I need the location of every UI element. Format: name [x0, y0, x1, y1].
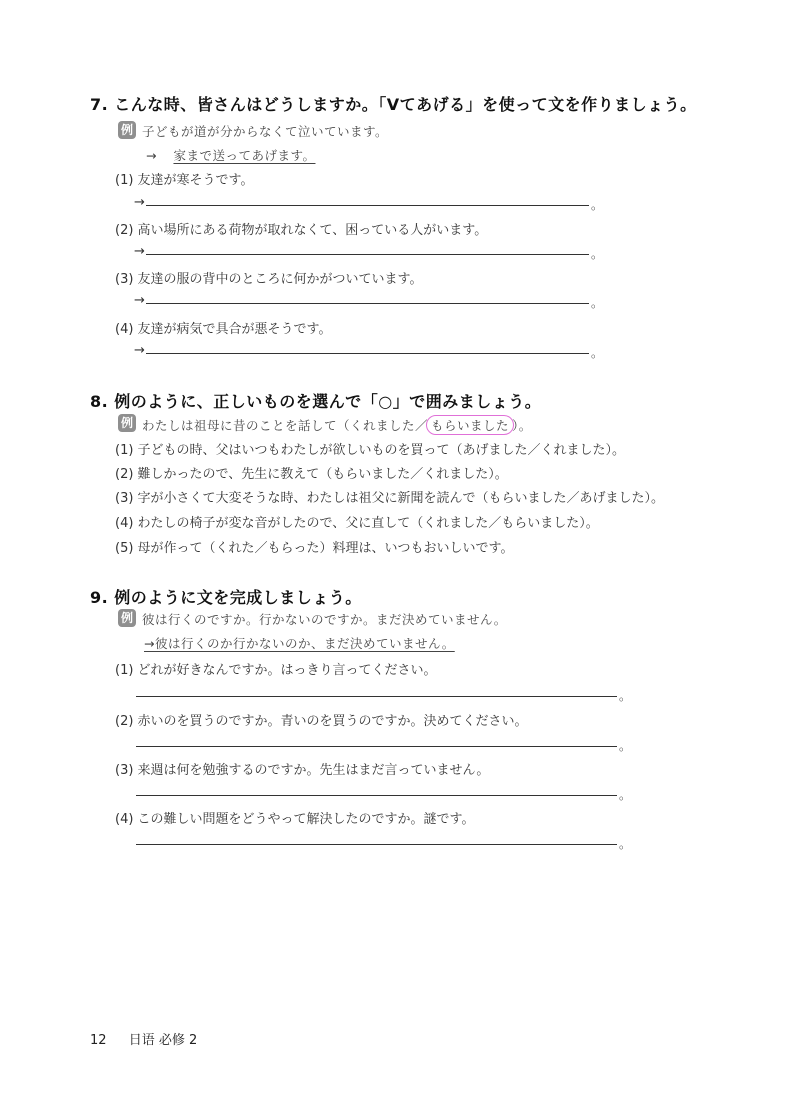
- q8-example-post: ）。: [512, 418, 532, 433]
- q9-example-text: 彼は行くのですか。行かないのですか。まだ決めていません。: [142, 612, 507, 627]
- q7-item-4: (4) 友達が病気で具合が悪そうです。: [115, 322, 332, 337]
- q8-item-5: (5) 母が作って（くれた／もらった）料理は、いつもおいしいです。: [115, 541, 514, 556]
- q9-item-1: (1) どれが好きなんですか。はっきり言ってください。: [115, 663, 437, 678]
- q7-arrow-2: →: [134, 244, 145, 259]
- q8-item-2: (2) 難しかったので、先生に教えて（もらいました／くれました）。: [115, 467, 508, 482]
- q8-example-row: [142, 415, 532, 435]
- q7-arrow-4: →: [134, 343, 145, 358]
- q7-arrow-3: →: [134, 293, 145, 308]
- q7-title: 7. こんな時、皆さんはどうしますか。「Vてあげる」を使って文を作りましょう。: [90, 95, 697, 114]
- q9-period-4: 。: [619, 837, 632, 851]
- q8-item-4: (4) わたしの椅子が変な音がしたので、父に直して（くれました／もらいました）。: [115, 516, 599, 531]
- q7-answer-line-3[interactable]: [146, 303, 589, 304]
- q7-example-arrow: →: [146, 148, 157, 163]
- q9-answer-line-3[interactable]: [136, 795, 617, 796]
- q8-example-badge: 例: [118, 414, 136, 432]
- q7-example-badge: 例: [118, 121, 136, 139]
- q9-title: 9. 例のように文を完成しましょう。: [90, 588, 362, 607]
- q9-period-1: 。: [619, 689, 632, 703]
- q9-period-2: 。: [619, 739, 632, 753]
- q9-item-4: (4) この難しい問題をどうやって解決したのですか。謎です。: [115, 812, 475, 827]
- q9-example-badge: 例: [118, 609, 136, 627]
- q8-item-3: (3) 字が小さくて大変そうな時、わたしは祖父に新聞を読んで（もらいました／あげました）。: [115, 491, 665, 506]
- q9-period-3: 。: [619, 788, 632, 802]
- q9-answer-line-2[interactable]: [136, 746, 617, 747]
- q8-item-1: (1) 子どもの時、父はいつもわたしが欲しいものを買って（あげました／くれました）。: [115, 443, 626, 458]
- q8-title: 8. 例のように、正しいものを選んで「○」で囲みましょう。: [90, 392, 542, 411]
- q7-answer-line-4[interactable]: [146, 353, 589, 354]
- q7-period-3: 。: [591, 296, 604, 310]
- page-number: 12: [90, 1033, 107, 1048]
- q9-answer-line-4[interactable]: [136, 844, 617, 845]
- q9-answer-line-1[interactable]: [136, 696, 617, 697]
- q7-answer-line-1[interactable]: [146, 205, 589, 206]
- q7-item-2: (2) 高い場所にある荷物が取れなくて、困っている人がいます。: [115, 223, 488, 238]
- page-footer: [90, 1029, 197, 1048]
- q7-period-2: 。: [591, 247, 604, 261]
- q8-example-pre: わたしは祖母に昔のことを話して（くれました／: [142, 418, 429, 433]
- q7-example-answer-row: [146, 146, 315, 164]
- book-title: 日语 必修 2: [128, 1033, 198, 1048]
- q9-item-2: (2) 赤いのを買うのですか。青いのを買うのですか。決めてください。: [115, 714, 528, 729]
- q7-period-4: 。: [591, 346, 604, 360]
- q9-item-3: (3) 来週は何を勉強するのですか。先生はまだ言っていません。: [115, 763, 490, 778]
- q7-item-1: (1) 友達が寒そうです。: [115, 173, 254, 188]
- q7-period-1: 。: [591, 198, 604, 212]
- q7-item-3: (3) 友達の服の背中のところに何かがついています。: [115, 272, 423, 287]
- q7-arrow-1: →: [134, 195, 145, 210]
- q7-example-text: 子どもが道が分からなくて泣いています。: [142, 124, 389, 139]
- q9-example-answer: →彼は行くのか行かないのか、まだ決めていません。: [144, 636, 455, 651]
- q7-example-answer: 家まで送ってあげます。: [173, 148, 316, 163]
- q7-answer-line-2[interactable]: [146, 254, 589, 255]
- q8-example-circled-answer: もらいました: [426, 415, 514, 435]
